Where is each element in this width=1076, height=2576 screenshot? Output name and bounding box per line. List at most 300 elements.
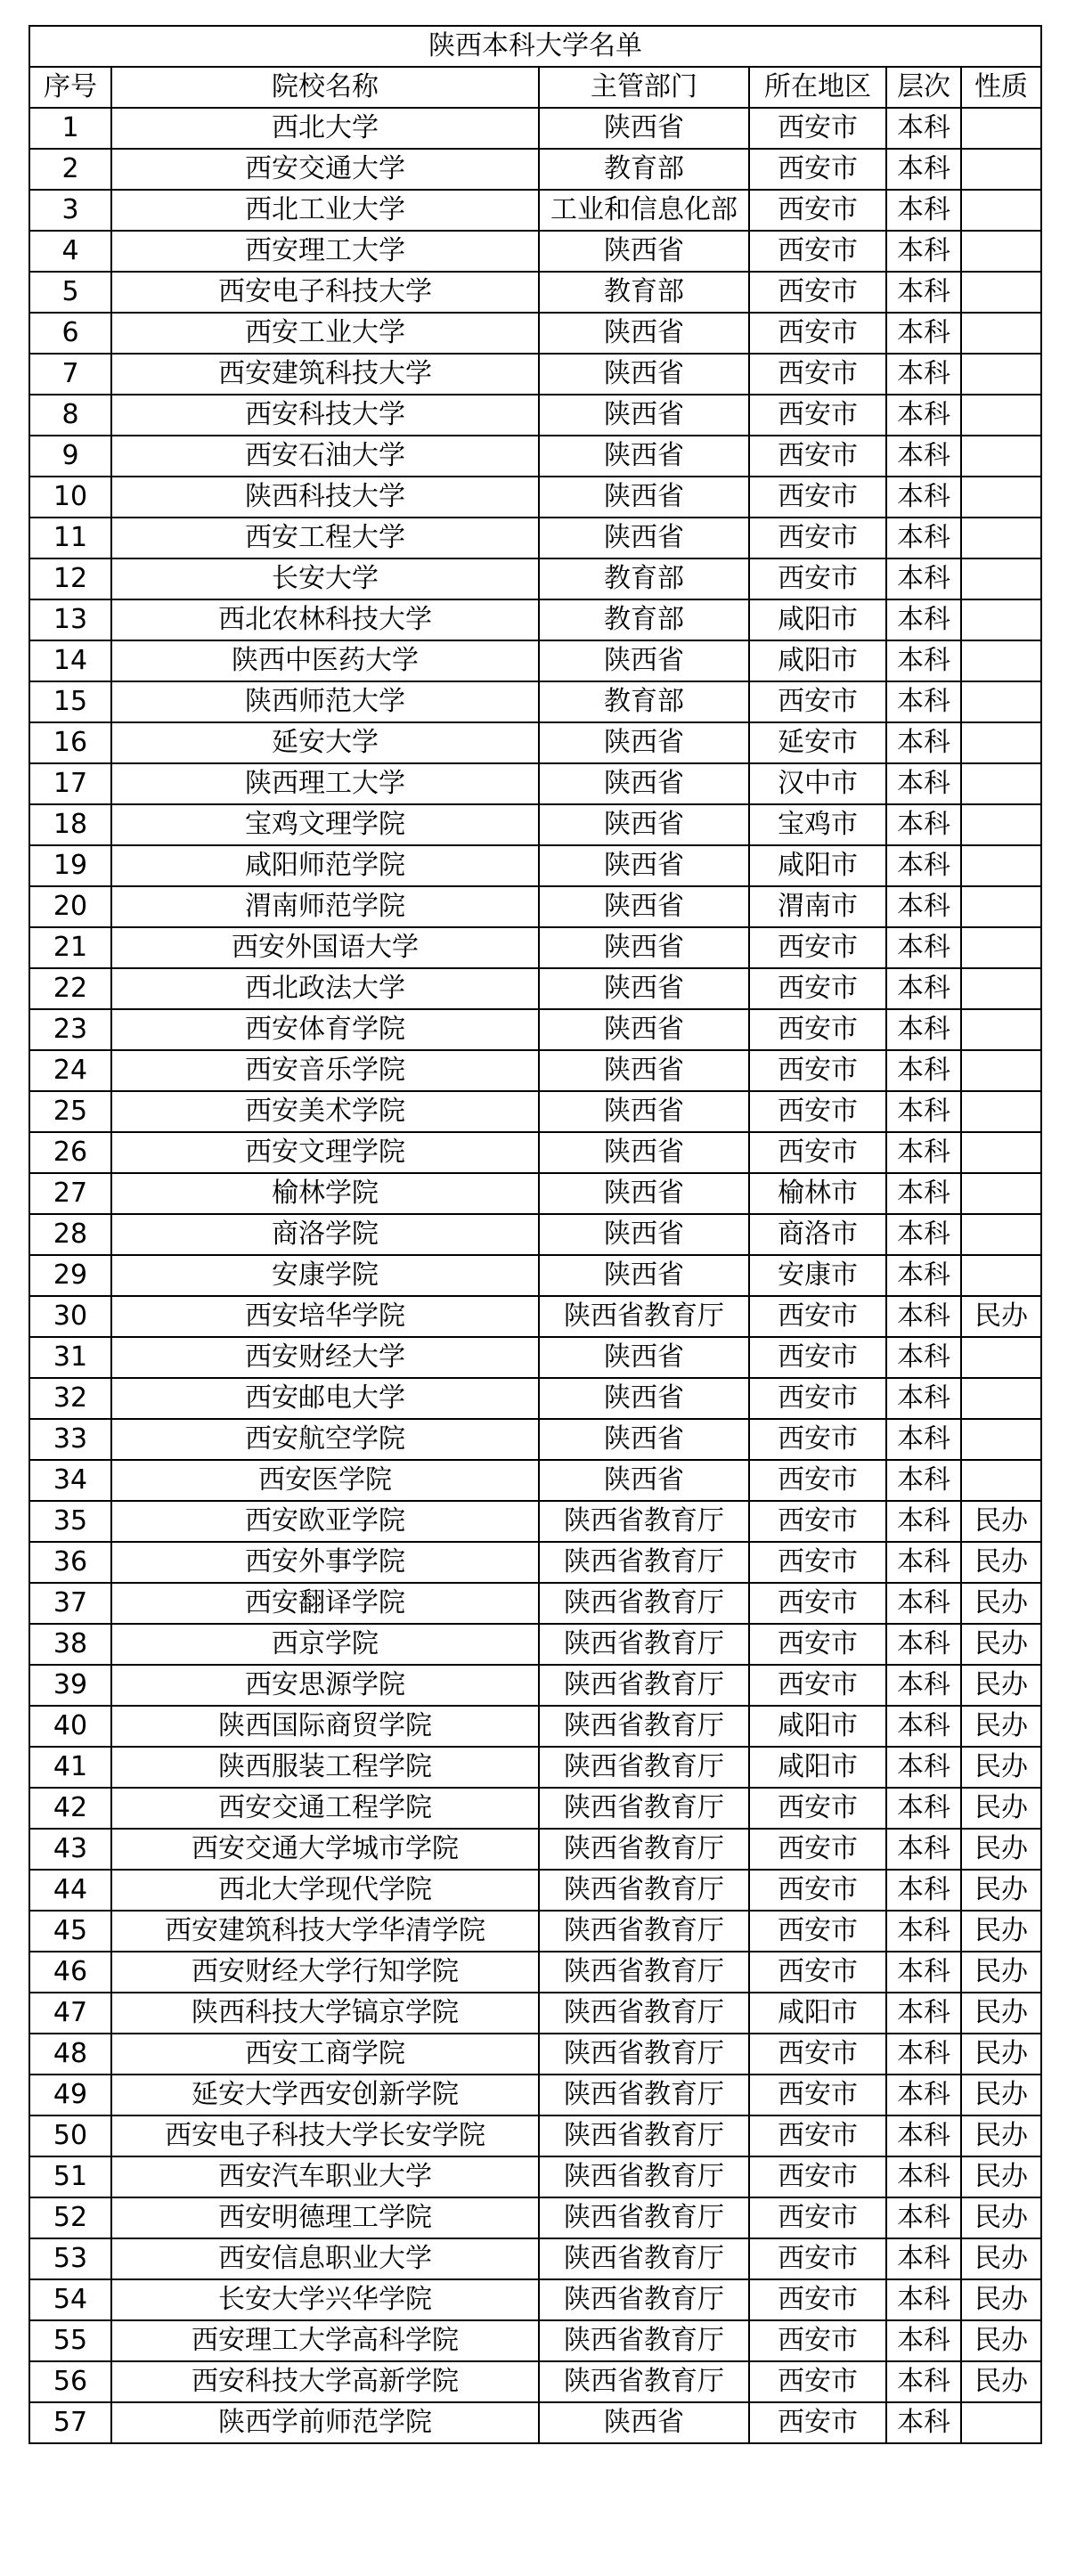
cell-nature: 民办 bbox=[961, 1624, 1041, 1665]
cell-location: 西安市 bbox=[749, 1460, 886, 1501]
cell-authority: 教育部 bbox=[539, 272, 749, 313]
cell-location: 西安市 bbox=[749, 2320, 886, 2361]
cell-authority: 陕西省 bbox=[539, 477, 749, 518]
cell-location: 西安市 bbox=[749, 108, 886, 149]
cell-location: 西安市 bbox=[749, 2075, 886, 2115]
cell-index: 42 bbox=[29, 1788, 111, 1829]
cell-nature bbox=[961, 681, 1041, 722]
cell-authority: 陕西省 bbox=[539, 1173, 749, 1214]
cell-nature bbox=[961, 1050, 1041, 1091]
cell-school-name: 陕西科技大学镐京学院 bbox=[111, 1993, 539, 2034]
table-row bbox=[29, 1993, 1041, 2034]
table-row bbox=[29, 190, 1041, 231]
cell-nature bbox=[961, 599, 1041, 640]
cell-school-name: 西京学院 bbox=[111, 1624, 539, 1665]
cell-level: 本科 bbox=[886, 681, 961, 722]
cell-level: 本科 bbox=[886, 1542, 961, 1583]
cell-school-name: 西安石油大学 bbox=[111, 436, 539, 477]
cell-index: 1 bbox=[29, 108, 111, 149]
cell-index: 46 bbox=[29, 1952, 111, 1993]
table-row bbox=[29, 1665, 1041, 1706]
cell-level: 本科 bbox=[886, 1583, 961, 1624]
cell-index: 11 bbox=[29, 518, 111, 558]
cell-school-name: 西安工商学院 bbox=[111, 2034, 539, 2075]
cell-school-name: 西安文理学院 bbox=[111, 1132, 539, 1173]
table-row bbox=[29, 1829, 1041, 1870]
cell-level: 本科 bbox=[886, 1050, 961, 1091]
cell-authority: 陕西省 bbox=[539, 1214, 749, 1255]
table-row bbox=[29, 518, 1041, 558]
cell-nature bbox=[961, 231, 1041, 272]
table-row bbox=[29, 1050, 1041, 1091]
table-row bbox=[29, 2075, 1041, 2115]
cell-location: 西安市 bbox=[749, 1624, 886, 1665]
cell-authority: 陕西省教育厅 bbox=[539, 2075, 749, 2115]
cell-authority: 陕西省教育厅 bbox=[539, 1829, 749, 1870]
cell-school-name: 西安翻译学院 bbox=[111, 1583, 539, 1624]
cell-location: 西安市 bbox=[749, 2279, 886, 2320]
cell-level: 本科 bbox=[886, 1706, 961, 1747]
table-row bbox=[29, 2115, 1041, 2156]
cell-location: 汉中市 bbox=[749, 763, 886, 804]
cell-index: 55 bbox=[29, 2320, 111, 2361]
cell-nature bbox=[961, 1378, 1041, 1419]
cell-nature: 民办 bbox=[961, 1706, 1041, 1747]
cell-school-name: 西安培华学院 bbox=[111, 1296, 539, 1337]
cell-nature bbox=[961, 1255, 1041, 1296]
cell-nature: 民办 bbox=[961, 1870, 1041, 1911]
cell-authority: 陕西省教育厅 bbox=[539, 2115, 749, 2156]
cell-index: 50 bbox=[29, 2115, 111, 2156]
cell-nature: 民办 bbox=[961, 1829, 1041, 1870]
cell-school-name: 西安财经大学 bbox=[111, 1337, 539, 1378]
table-row bbox=[29, 354, 1041, 395]
cell-index: 17 bbox=[29, 763, 111, 804]
cell-index: 57 bbox=[29, 2402, 111, 2443]
cell-school-name: 延安大学 bbox=[111, 722, 539, 763]
cell-location: 西安市 bbox=[749, 2197, 886, 2238]
cell-authority: 陕西省教育厅 bbox=[539, 2320, 749, 2361]
cell-location: 西安市 bbox=[749, 190, 886, 231]
cell-nature: 民办 bbox=[961, 2361, 1041, 2402]
table-row bbox=[29, 2156, 1041, 2197]
cell-authority: 陕西省教育厅 bbox=[539, 1665, 749, 1706]
cell-nature bbox=[961, 477, 1041, 518]
cell-nature bbox=[961, 313, 1041, 354]
cell-school-name: 西安体育学院 bbox=[111, 1009, 539, 1050]
cell-index: 4 bbox=[29, 231, 111, 272]
cell-location: 西安市 bbox=[749, 1337, 886, 1378]
cell-nature bbox=[961, 272, 1041, 313]
cell-authority: 陕西省教育厅 bbox=[539, 2034, 749, 2075]
cell-level: 本科 bbox=[886, 2320, 961, 2361]
cell-location: 西安市 bbox=[749, 2238, 886, 2279]
cell-location: 西安市 bbox=[749, 558, 886, 599]
cell-nature bbox=[961, 518, 1041, 558]
cell-school-name: 西安工业大学 bbox=[111, 313, 539, 354]
cell-location: 咸阳市 bbox=[749, 1706, 886, 1747]
cell-nature: 民办 bbox=[961, 2320, 1041, 2361]
table-row bbox=[29, 1747, 1041, 1788]
cell-nature bbox=[961, 845, 1041, 886]
cell-location: 西安市 bbox=[749, 2402, 886, 2443]
cell-nature bbox=[961, 558, 1041, 599]
cell-school-name: 陕西理工大学 bbox=[111, 763, 539, 804]
cell-index: 25 bbox=[29, 1091, 111, 1132]
cell-index: 26 bbox=[29, 1132, 111, 1173]
header-row bbox=[29, 67, 1041, 108]
cell-authority: 陕西省 bbox=[539, 1091, 749, 1132]
cell-location: 西安市 bbox=[749, 1501, 886, 1542]
cell-level: 本科 bbox=[886, 477, 961, 518]
table-row bbox=[29, 2320, 1041, 2361]
cell-location: 西安市 bbox=[749, 477, 886, 518]
cell-authority: 陕西省 bbox=[539, 518, 749, 558]
cell-index: 15 bbox=[29, 681, 111, 722]
table-row bbox=[29, 845, 1041, 886]
cell-location: 西安市 bbox=[749, 313, 886, 354]
cell-nature: 民办 bbox=[961, 1911, 1041, 1952]
cell-school-name: 西安建筑科技大学 bbox=[111, 354, 539, 395]
cell-authority: 陕西省 bbox=[539, 845, 749, 886]
cell-index: 20 bbox=[29, 886, 111, 927]
cell-index: 8 bbox=[29, 395, 111, 436]
table-row bbox=[29, 1706, 1041, 1747]
cell-index: 5 bbox=[29, 272, 111, 313]
cell-location: 西安市 bbox=[749, 1419, 886, 1460]
cell-level: 本科 bbox=[886, 1214, 961, 1255]
cell-school-name: 西安邮电大学 bbox=[111, 1378, 539, 1419]
cell-level: 本科 bbox=[886, 1132, 961, 1173]
cell-location: 榆林市 bbox=[749, 1173, 886, 1214]
cell-level: 本科 bbox=[886, 436, 961, 477]
cell-nature: 民办 bbox=[961, 2115, 1041, 2156]
cell-school-name: 商洛学院 bbox=[111, 1214, 539, 1255]
cell-index: 24 bbox=[29, 1050, 111, 1091]
cell-nature: 民办 bbox=[961, 2034, 1041, 2075]
cell-authority: 陕西省教育厅 bbox=[539, 1296, 749, 1337]
cell-authority: 陕西省 bbox=[539, 1132, 749, 1173]
cell-school-name: 西安思源学院 bbox=[111, 1665, 539, 1706]
cell-location: 西安市 bbox=[749, 1911, 886, 1952]
cell-nature: 民办 bbox=[961, 2238, 1041, 2279]
cell-location: 安康市 bbox=[749, 1255, 886, 1296]
cell-location: 西安市 bbox=[749, 1829, 886, 1870]
cell-nature: 民办 bbox=[961, 2156, 1041, 2197]
cell-location: 西安市 bbox=[749, 354, 886, 395]
cell-index: 54 bbox=[29, 2279, 111, 2320]
cell-level: 本科 bbox=[886, 1665, 961, 1706]
cell-index: 19 bbox=[29, 845, 111, 886]
table-row bbox=[29, 2238, 1041, 2279]
cell-level: 本科 bbox=[886, 2034, 961, 2075]
cell-index: 45 bbox=[29, 1911, 111, 1952]
cell-school-name: 西北农林科技大学 bbox=[111, 599, 539, 640]
cell-authority: 陕西省教育厅 bbox=[539, 1993, 749, 2034]
cell-nature: 民办 bbox=[961, 1583, 1041, 1624]
cell-nature: 民办 bbox=[961, 1993, 1041, 2034]
cell-location: 西安市 bbox=[749, 149, 886, 190]
table-row bbox=[29, 1501, 1041, 1542]
cell-level: 本科 bbox=[886, 1829, 961, 1870]
table-row bbox=[29, 1624, 1041, 1665]
table-row bbox=[29, 231, 1041, 272]
table-row bbox=[29, 763, 1041, 804]
cell-authority: 陕西省 bbox=[539, 886, 749, 927]
table-row bbox=[29, 149, 1041, 190]
header-authority: 主管部门 bbox=[539, 67, 749, 108]
cell-location: 西安市 bbox=[749, 681, 886, 722]
cell-nature bbox=[961, 886, 1041, 927]
cell-nature: 民办 bbox=[961, 1665, 1041, 1706]
cell-location: 西安市 bbox=[749, 1583, 886, 1624]
cell-index: 30 bbox=[29, 1296, 111, 1337]
cell-nature: 民办 bbox=[961, 2279, 1041, 2320]
table-row bbox=[29, 968, 1041, 1009]
cell-nature bbox=[961, 722, 1041, 763]
table-row bbox=[29, 272, 1041, 313]
cell-school-name: 长安大学兴华学院 bbox=[111, 2279, 539, 2320]
cell-index: 27 bbox=[29, 1173, 111, 1214]
cell-school-name: 陕西科技大学 bbox=[111, 477, 539, 518]
table-row bbox=[29, 1296, 1041, 1337]
table-row bbox=[29, 927, 1041, 968]
cell-location: 西安市 bbox=[749, 1542, 886, 1583]
cell-school-name: 西安交通大学 bbox=[111, 149, 539, 190]
cell-authority: 教育部 bbox=[539, 558, 749, 599]
cell-location: 延安市 bbox=[749, 722, 886, 763]
cell-school-name: 宝鸡文理学院 bbox=[111, 804, 539, 845]
table-row bbox=[29, 1009, 1041, 1050]
cell-level: 本科 bbox=[886, 1747, 961, 1788]
cell-authority: 陕西省 bbox=[539, 927, 749, 968]
table-row bbox=[29, 1419, 1041, 1460]
cell-index: 7 bbox=[29, 354, 111, 395]
cell-authority: 陕西省 bbox=[539, 968, 749, 1009]
cell-school-name: 西安欧亚学院 bbox=[111, 1501, 539, 1542]
cell-school-name: 陕西国际商贸学院 bbox=[111, 1706, 539, 1747]
cell-index: 35 bbox=[29, 1501, 111, 1542]
cell-location: 西安市 bbox=[749, 1132, 886, 1173]
table-row bbox=[29, 1173, 1041, 1214]
cell-level: 本科 bbox=[886, 149, 961, 190]
cell-level: 本科 bbox=[886, 2075, 961, 2115]
cell-school-name: 陕西服装工程学院 bbox=[111, 1747, 539, 1788]
cell-authority: 陕西省 bbox=[539, 436, 749, 477]
cell-location: 西安市 bbox=[749, 395, 886, 436]
cell-index: 40 bbox=[29, 1706, 111, 1747]
cell-school-name: 西安理工大学高科学院 bbox=[111, 2320, 539, 2361]
cell-school-name: 西安信息职业大学 bbox=[111, 2238, 539, 2279]
cell-school-name: 陕西中医药大学 bbox=[111, 640, 539, 681]
table-row bbox=[29, 313, 1041, 354]
table-row bbox=[29, 1542, 1041, 1583]
header-school-name: 院校名称 bbox=[111, 67, 539, 108]
cell-level: 本科 bbox=[886, 722, 961, 763]
table-row bbox=[29, 1870, 1041, 1911]
cell-school-name: 陕西师范大学 bbox=[111, 681, 539, 722]
cell-level: 本科 bbox=[886, 927, 961, 968]
cell-level: 本科 bbox=[886, 2279, 961, 2320]
cell-level: 本科 bbox=[886, 1788, 961, 1829]
cell-school-name: 西安外国语大学 bbox=[111, 927, 539, 968]
table-row bbox=[29, 1132, 1041, 1173]
table-row bbox=[29, 1091, 1041, 1132]
cell-location: 西安市 bbox=[749, 2156, 886, 2197]
cell-school-name: 延安大学西安创新学院 bbox=[111, 2075, 539, 2115]
cell-index: 52 bbox=[29, 2197, 111, 2238]
table-row bbox=[29, 436, 1041, 477]
header-nature: 性质 bbox=[961, 67, 1041, 108]
cell-school-name: 长安大学 bbox=[111, 558, 539, 599]
cell-index: 18 bbox=[29, 804, 111, 845]
cell-level: 本科 bbox=[886, 313, 961, 354]
cell-school-name: 西安财经大学行知学院 bbox=[111, 1952, 539, 1993]
cell-level: 本科 bbox=[886, 1173, 961, 1214]
cell-level: 本科 bbox=[886, 886, 961, 927]
cell-location: 西安市 bbox=[749, 1091, 886, 1132]
cell-location: 西安市 bbox=[749, 927, 886, 968]
cell-index: 37 bbox=[29, 1583, 111, 1624]
cell-school-name: 西安明德理工学院 bbox=[111, 2197, 539, 2238]
cell-index: 29 bbox=[29, 1255, 111, 1296]
cell-index: 10 bbox=[29, 477, 111, 518]
table-row bbox=[29, 804, 1041, 845]
cell-index: 36 bbox=[29, 1542, 111, 1583]
cell-authority: 陕西省 bbox=[539, 1050, 749, 1091]
cell-level: 本科 bbox=[886, 190, 961, 231]
cell-authority: 陕西省 bbox=[539, 395, 749, 436]
cell-index: 39 bbox=[29, 1665, 111, 1706]
cell-location: 西安市 bbox=[749, 231, 886, 272]
cell-authority: 陕西省教育厅 bbox=[539, 2156, 749, 2197]
table-row bbox=[29, 395, 1041, 436]
cell-authority: 陕西省教育厅 bbox=[539, 2361, 749, 2402]
cell-index: 43 bbox=[29, 1829, 111, 1870]
cell-location: 商洛市 bbox=[749, 1214, 886, 1255]
cell-location: 咸阳市 bbox=[749, 845, 886, 886]
cell-authority: 陕西省 bbox=[539, 313, 749, 354]
cell-nature bbox=[961, 1460, 1041, 1501]
cell-level: 本科 bbox=[886, 1091, 961, 1132]
cell-level: 本科 bbox=[886, 845, 961, 886]
cell-nature bbox=[961, 395, 1041, 436]
cell-location: 咸阳市 bbox=[749, 599, 886, 640]
cell-level: 本科 bbox=[886, 1255, 961, 1296]
cell-index: 38 bbox=[29, 1624, 111, 1665]
cell-location: 西安市 bbox=[749, 2115, 886, 2156]
cell-level: 本科 bbox=[886, 2197, 961, 2238]
cell-location: 西安市 bbox=[749, 1788, 886, 1829]
cell-nature bbox=[961, 968, 1041, 1009]
cell-school-name: 咸阳师范学院 bbox=[111, 845, 539, 886]
cell-level: 本科 bbox=[886, 2115, 961, 2156]
cell-index: 32 bbox=[29, 1378, 111, 1419]
cell-school-name: 陕西学前师范学院 bbox=[111, 2402, 539, 2443]
cell-index: 44 bbox=[29, 1870, 111, 1911]
cell-authority: 教育部 bbox=[539, 681, 749, 722]
cell-index: 33 bbox=[29, 1419, 111, 1460]
cell-school-name: 西北工业大学 bbox=[111, 190, 539, 231]
cell-level: 本科 bbox=[886, 2402, 961, 2443]
cell-nature bbox=[961, 354, 1041, 395]
cell-school-name: 西安医学院 bbox=[111, 1460, 539, 1501]
cell-authority: 陕西省 bbox=[539, 640, 749, 681]
table-row bbox=[29, 681, 1041, 722]
cell-nature bbox=[961, 190, 1041, 231]
cell-index: 28 bbox=[29, 1214, 111, 1255]
table-row bbox=[29, 1788, 1041, 1829]
table-row bbox=[29, 2361, 1041, 2402]
cell-nature bbox=[961, 1132, 1041, 1173]
cell-location: 西安市 bbox=[749, 1296, 886, 1337]
cell-school-name: 西安外事学院 bbox=[111, 1542, 539, 1583]
table-row bbox=[29, 2279, 1041, 2320]
cell-index: 13 bbox=[29, 599, 111, 640]
table-row bbox=[29, 1952, 1041, 1993]
cell-index: 6 bbox=[29, 313, 111, 354]
cell-school-name: 西安交通大学城市学院 bbox=[111, 1829, 539, 1870]
cell-index: 14 bbox=[29, 640, 111, 681]
cell-nature bbox=[961, 2402, 1041, 2443]
cell-level: 本科 bbox=[886, 231, 961, 272]
cell-authority: 陕西省教育厅 bbox=[539, 1583, 749, 1624]
table-row bbox=[29, 1460, 1041, 1501]
table-row bbox=[29, 1911, 1041, 1952]
table-row bbox=[29, 558, 1041, 599]
header-index: 序号 bbox=[29, 67, 111, 108]
cell-level: 本科 bbox=[886, 354, 961, 395]
cell-index: 21 bbox=[29, 927, 111, 968]
cell-authority: 陕西省教育厅 bbox=[539, 1706, 749, 1747]
table-row bbox=[29, 2402, 1041, 2443]
cell-nature: 民办 bbox=[961, 1747, 1041, 1788]
cell-level: 本科 bbox=[886, 1952, 961, 1993]
cell-level: 本科 bbox=[886, 1624, 961, 1665]
cell-authority: 陕西省 bbox=[539, 231, 749, 272]
cell-school-name: 西安工程大学 bbox=[111, 518, 539, 558]
cell-nature: 民办 bbox=[961, 1952, 1041, 1993]
cell-level: 本科 bbox=[886, 1870, 961, 1911]
cell-school-name: 西安理工大学 bbox=[111, 231, 539, 272]
cell-authority: 陕西省 bbox=[539, 722, 749, 763]
cell-authority: 陕西省 bbox=[539, 1460, 749, 1501]
cell-location: 西安市 bbox=[749, 1009, 886, 1050]
cell-nature bbox=[961, 804, 1041, 845]
cell-level: 本科 bbox=[886, 108, 961, 149]
cell-nature bbox=[961, 149, 1041, 190]
cell-index: 16 bbox=[29, 722, 111, 763]
cell-index: 53 bbox=[29, 2238, 111, 2279]
cell-nature: 民办 bbox=[961, 1788, 1041, 1829]
cell-school-name: 榆林学院 bbox=[111, 1173, 539, 1214]
cell-level: 本科 bbox=[886, 2238, 961, 2279]
cell-authority: 陕西省 bbox=[539, 804, 749, 845]
cell-index: 2 bbox=[29, 149, 111, 190]
cell-location: 西安市 bbox=[749, 2361, 886, 2402]
cell-location: 西安市 bbox=[749, 1665, 886, 1706]
table-row bbox=[29, 108, 1041, 149]
table-row bbox=[29, 1255, 1041, 1296]
cell-school-name: 西安建筑科技大学华清学院 bbox=[111, 1911, 539, 1952]
title-row bbox=[29, 26, 1041, 67]
cell-location: 西安市 bbox=[749, 436, 886, 477]
cell-level: 本科 bbox=[886, 558, 961, 599]
cell-index: 23 bbox=[29, 1009, 111, 1050]
cell-level: 本科 bbox=[886, 1911, 961, 1952]
table-row bbox=[29, 722, 1041, 763]
cell-location: 渭南市 bbox=[749, 886, 886, 927]
